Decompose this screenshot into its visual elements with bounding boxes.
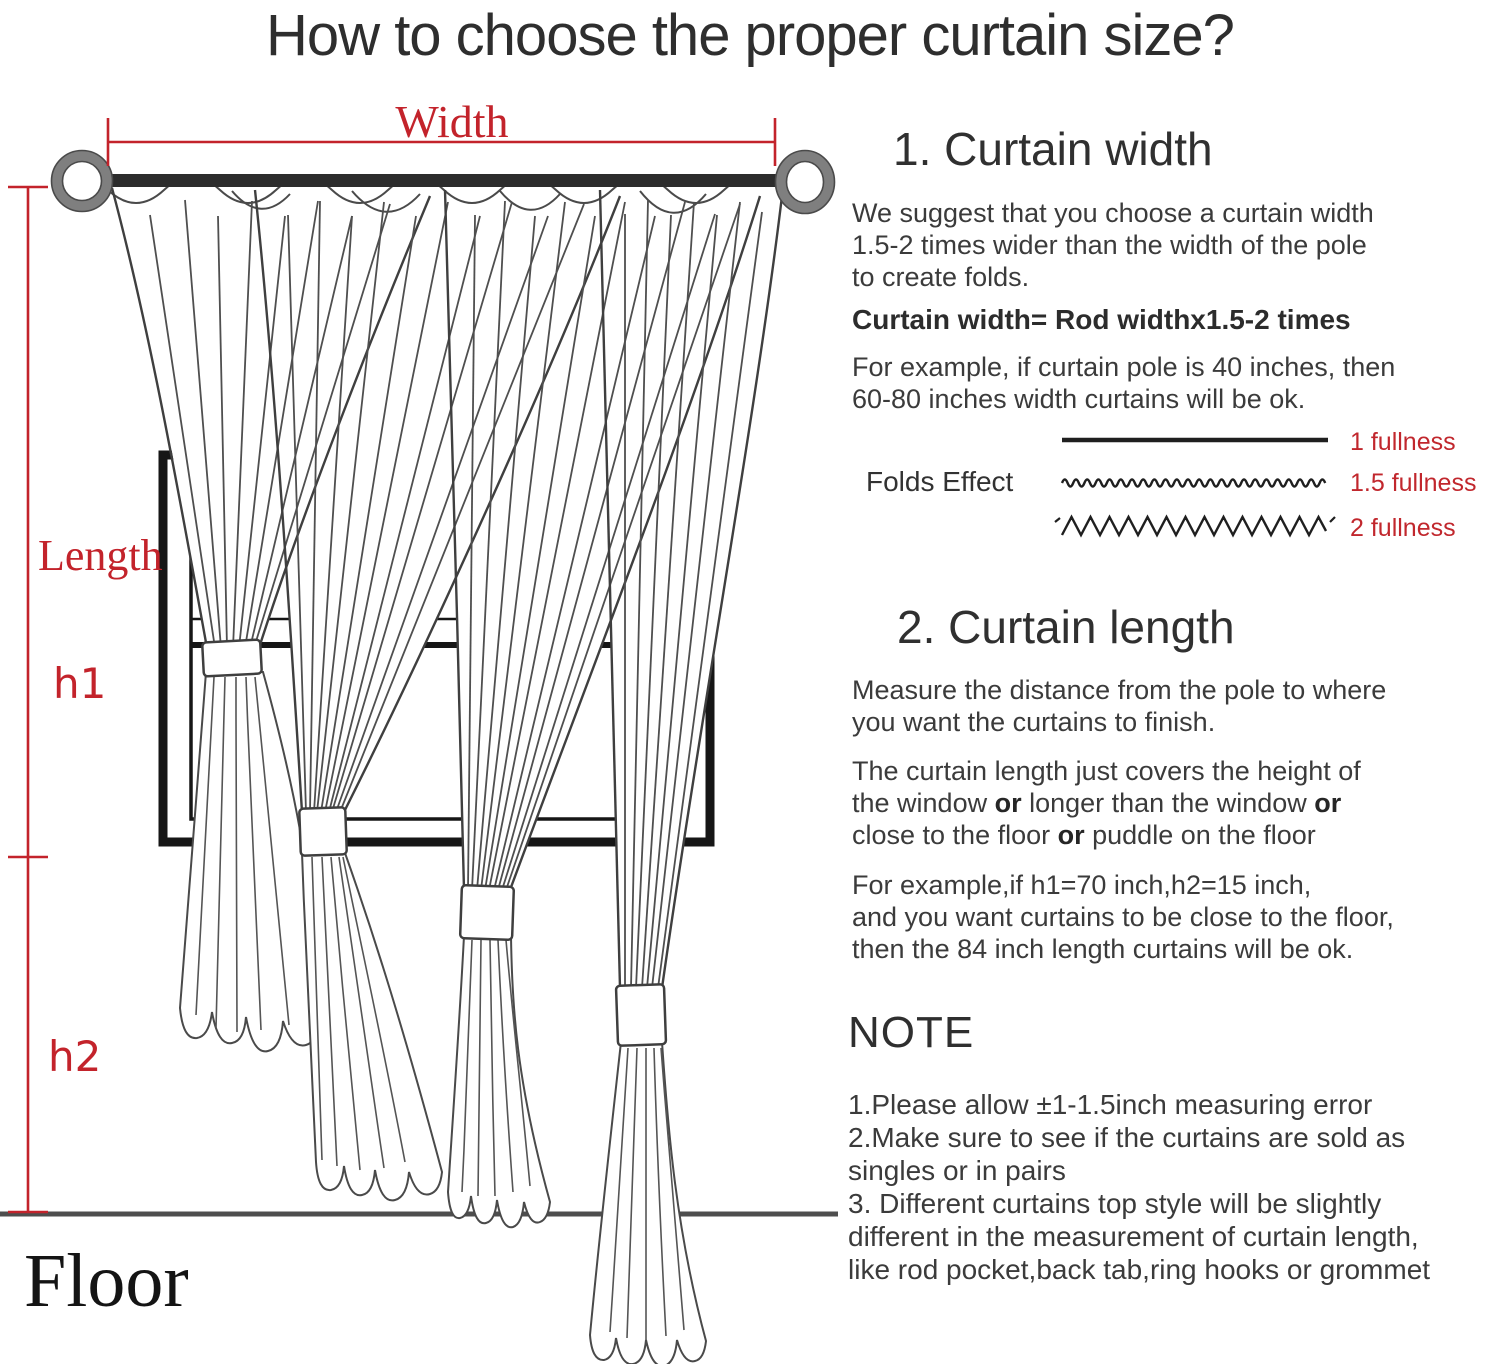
text-line: like rod pocket,back tab,ring hooks or grommet [848,1254,1431,1285]
fold-zigzag-line [1055,517,1335,535]
rod-ring-left [52,151,113,212]
text-line: Measure the distance from the pole to where [852,675,1387,705]
text-line: For example, if curtain pole is 40 inches, then [852,352,1396,382]
text-line: 1.5-2 times wider than the width of the pole [852,230,1367,260]
h2-label: h2 [48,1032,102,1081]
note-heading: NOTE [848,1008,975,1057]
page-title: How to choose the proper curtain size? [266,3,1234,68]
length-dimension-line [8,187,48,1212]
text-line: singles or in pairs [848,1155,1066,1186]
fullness-1-label: 1 fullness [1350,428,1456,456]
text-line: 2.Make sure to see if the curtains are sold as [848,1122,1406,1153]
text-line: and you want curtains to be close to the floor, [852,902,1394,932]
text-line: different in the measurement of curtain length, [848,1221,1419,1252]
text-line [852,819,1361,851]
text-line: you want the curtains to finish. [852,707,1216,737]
h1-label: h1 [53,659,107,708]
bold-text-segment: or [1057,820,1085,850]
bold-text-segment: or [1314,788,1342,818]
curtain-tail-4 [590,1042,706,1364]
text-line: 3. Different curtains top style will be slightly [848,1188,1382,1219]
tieback-4 [616,984,666,1046]
bold-text-segment: or [994,788,1022,818]
floor-label: Floor [24,1239,189,1323]
tieback-3 [460,885,514,940]
length-label: Length [38,531,163,580]
text-line: 1.Please allow ±1-1.5inch measuring error [848,1089,1373,1120]
text-segment: the window [852,788,995,818]
curtain-length-cover [852,755,1361,851]
text-segment: close to the floor [852,820,1058,850]
tieback-2 [299,807,347,856]
folds-effect-label: Folds Effect [866,466,1014,497]
text-segment: longer than the window [1021,788,1315,818]
section-heading-curtain-width: 1. Curtain width [893,123,1213,175]
rod-ring-right [776,151,835,214]
fullness-2-label: 2 fullness [1350,514,1456,542]
text-line: 60-80 inches width curtains will be ok. [852,384,1306,414]
section-heading-curtain-length: 2. Curtain length [897,601,1235,653]
text-line: For example,if h1=70 inch,h2=15 inch, [852,870,1312,900]
curtain-tail-3 [448,936,550,1227]
fullness-1-5-label: 1.5 fullness [1350,469,1477,497]
curtain-length-example [852,869,1394,965]
tieback-1 [202,640,262,677]
text-line: We suggest that you choose a curtain width [852,198,1374,228]
text-segment: puddle on the floor [1084,820,1316,850]
curtain-width-example [852,351,1395,415]
curtain-length-measure [852,674,1386,738]
text-line: then the 84 inch length curtains will be ok. [852,934,1354,964]
text-segment: The curtain length just covers the height of [852,756,1361,786]
fold-small-wave-line [1062,480,1325,487]
text-line [852,787,1361,819]
text-line: to create folds. [852,262,1030,292]
note-list [848,1088,1430,1286]
width-label: Width [395,96,509,147]
curtain-tail-2 [302,853,442,1200]
curtain-width-intro [852,197,1374,293]
text-line [852,755,1361,787]
curtain-width-formula: Curtain width= Rod widthx1.5-2 times [852,304,1351,335]
